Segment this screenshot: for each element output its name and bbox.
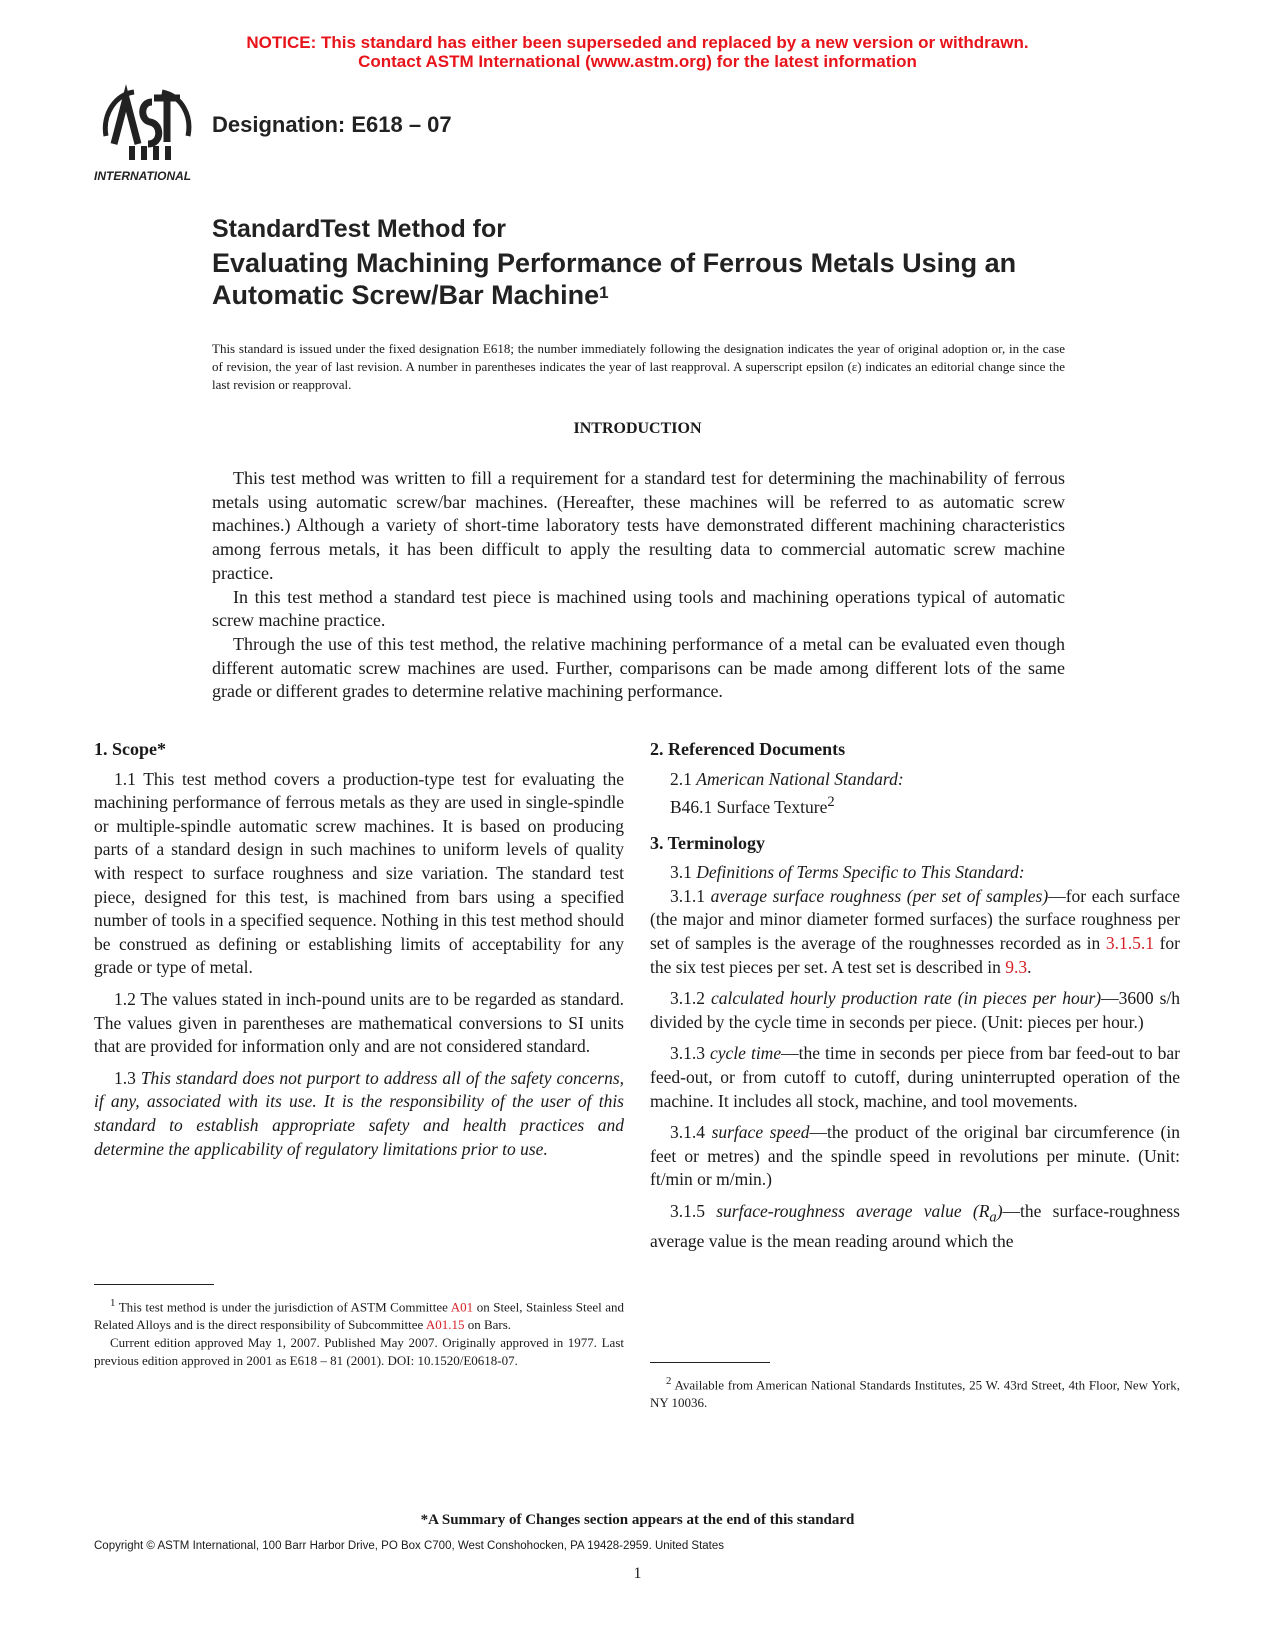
scope-1-3-text: This standard does not purport to address all of the safety concerns, if any, associated with its use. It is the responsibility of the user of this standard to establish appropriate safety and health practices and determine the applicability of regulatory limitations prior to use.	[94, 1067, 625, 1159]
term-3-1-1-term: average surface roughness (per set of samples)	[710, 885, 1049, 906]
term-3-1-5-subscript: a	[989, 1209, 997, 1226]
scope-1-2: 1.2 The values stated in inch-pound units are to be regarded as standard. The values given in parentheses are mathematical conversions to SI units that are provided for information only and are not considered standard.	[94, 988, 624, 1057]
term-3-1-2-term: calculated hourly production rate (in pieces per hour)	[710, 988, 1102, 1009]
term-3-1-1	[650, 885, 1180, 979]
astm-logo	[92, 84, 204, 184]
term-3-1	[650, 861, 1180, 885]
term-3-1-1-end: .	[1027, 956, 1032, 977]
intro-paragraph: Through the use of this test method, the relative machining performance of a metal can be evaluated even though different automatic screw machines are used. Further, comparisons can be made among different lots of the same grade or different grades to determine relative machining performance.	[212, 633, 1065, 702]
referenced-2-1-label: American National Standard:	[696, 768, 904, 789]
footnote-rule-right	[650, 1362, 770, 1363]
referenced-2-1-number: 2.1	[670, 768, 692, 789]
referenced-doc-title: B46.1 Surface Texture	[670, 797, 828, 818]
footnote-1	[94, 1294, 624, 1370]
logo-text: INTERNATIONAL	[94, 169, 192, 183]
summary-of-changes-note: *A Summary of Changes section appears at the end of this standard	[420, 1512, 855, 1528]
footnote-1-mark: 1	[110, 1297, 116, 1309]
term-3-1-5	[650, 1200, 1180, 1254]
term-3-1-4-number: 3.1.4	[670, 1122, 705, 1143]
term-3-1-4-term: surface speed	[711, 1122, 810, 1143]
astm-logo-icon	[92, 84, 204, 184]
term-3-1-3-number: 3.1.3	[670, 1043, 705, 1064]
referenced-heading: 2. Referenced Documents	[650, 739, 846, 759]
referenced-doc	[650, 791, 1180, 819]
link-9-3[interactable]: 9.3	[1005, 956, 1028, 977]
term-3-1-5-number: 3.1.5	[670, 1200, 705, 1221]
term-3-1-label: Definitions of Terms Specific to This Standard:	[696, 862, 1025, 883]
term-3-1-4-text: —the product of the original bar circumference (in feet or metres) and the spindle speed in revolutions per minute. (Unit: ft/min or m/min.)	[650, 1122, 1180, 1190]
intro-paragraph: This test method was written to fill a requirement for a standard test for determining the machinability of ferrous metals using automatic screw/bar machines. (Hereafter, these machines will be referred to as automatic screw machines.) Although a variety of short-time laboratory tests have demonstrated different machining characteristics among ferrous metals, it has been difficult to apply the resulting data to commercial automatic screw machine practice.	[212, 468, 1065, 583]
introduction-body	[212, 467, 1065, 704]
introduction-heading: INTRODUCTION	[573, 420, 702, 437]
term-3-1-2-number: 3.1.2	[670, 988, 705, 1009]
title-main	[212, 247, 1112, 311]
term-3-1-1-number: 3.1.1	[670, 885, 705, 906]
term-3-1-1-text-a: —for each surface (the major and minor diameter formed surfaces) the surface roughness per set of samples is the average of the roughnesses recorded as in	[650, 885, 1180, 953]
term-3-1-3-text: —the time in seconds per piece from bar feed-out to bar feed-out, or from cutoff to cutoff, during uninterrupted operation of the machine. It includes all stock, machine, and tool movements.	[650, 1043, 1181, 1111]
scope-1-1: 1.1 This test method covers a production-type test for evaluating the machining performance of ferrous metals as they are used in single-spindle or multiple-spindle automatic screw machines. It is based on producing parts of a standard design in such machines to uniform levels of quality with respect to surface roughness and size variation. The standard test piece, designed for this test, is machined from bars using a specified number of tools in a specified sequence. Nothing in this test method should be construed as defining or establishing limits of acceptability for any grade or type of metal.	[94, 768, 624, 978]
right-column	[650, 738, 1180, 1254]
scope-heading: 1. Scope*	[94, 739, 166, 759]
footnote-rule	[94, 1284, 214, 1285]
footnote-1-text-b: on Steel, Stainless Steel and Related Alloys and is the direct responsibility of Subcommittee	[94, 1299, 625, 1333]
footnote-2-text: Available from American National Standards Institutes, 25 W. 43rd Street, 4th Floor, New York, NY 10036.	[650, 1377, 1180, 1411]
term-3-1-number: 3.1	[670, 862, 692, 883]
term-3-1-5-close: )	[996, 1200, 1003, 1221]
terminology-heading: 3. Terminology	[650, 832, 766, 853]
designation: Designation: E618 – 07	[212, 112, 452, 137]
term-3-1-5-text: —the surface-roughness average value is the mean reading around which the	[650, 1200, 1180, 1252]
term-3-1-2	[650, 987, 1180, 1034]
term-3-1-3	[650, 1042, 1180, 1113]
term-3-1-1-text-b: for the six test pieces per set. A test set is described in	[650, 932, 1180, 977]
footnote-1-link-a0115[interactable]: A01.15	[425, 1317, 465, 1333]
term-3-1-4	[650, 1121, 1180, 1192]
footnote-1-link-a01[interactable]: A01	[450, 1299, 474, 1315]
left-column	[94, 738, 624, 1161]
intro-paragraph: In this test method a standard test piece is machined using tools and machining operations typical of automatic screw machine practice.	[212, 586, 1065, 631]
referenced-2-1	[650, 768, 1180, 792]
page-number: 1	[633, 1565, 642, 1582]
notice-line-1: NOTICE: This standard has either been superseded and replaced by a new version or withdrawn.	[246, 33, 1029, 52]
link-3-1-5-1[interactable]: 3.1.5.1	[1105, 932, 1154, 953]
scope-1-3	[94, 1067, 624, 1161]
referenced-doc-footnote-mark[interactable]: 2	[827, 794, 835, 811]
footnote-2	[650, 1372, 1180, 1412]
footnote-1-text-a: This test method is under the jurisdiction of ASTM Committee	[118, 1299, 448, 1315]
issued-note: This standard is issued under the fixed designation E618; the number immediately following the designation indicates the year of original adoption or, in the case of revision, the year of last revision. A number in parentheses indicates the year of last reapproval. A superscript epsilon (ε) indicates an editorial change since the last revision or reapproval.	[212, 341, 1065, 392]
notice-line-2: Contact ASTM International (www.astm.org) for the latest information	[358, 52, 917, 71]
title-main-text: Evaluating Machining Performance of Ferrous Metals Using an Automatic Screw/Bar Machine	[212, 248, 1017, 310]
term-3-1-2-text: —3600 s/h divided by the cycle time in seconds per piece. (Unit: pieces per hour.)	[650, 988, 1180, 1032]
footnote-1-edition: Current edition approved May 1, 2007. Published May 2007. Originally approved in 1977. Last previous edition approved in 2001 as E618 – 81 (2001). DOI: 10.1520/E0618-07.	[94, 1335, 624, 1369]
title-footnote-mark[interactable]: 1	[599, 283, 609, 302]
footnote-1-text-c: on Bars.	[467, 1317, 512, 1333]
scope-1-3-number: 1.3	[114, 1067, 136, 1088]
term-3-1-3-term: cycle time	[710, 1043, 782, 1064]
term-3-1-5-term: surface-roughness average value (R	[716, 1200, 990, 1221]
copyright: Copyright © ASTM International, 100 Barr Harbor Drive, PO Box C700, West Conshohocken, PA 19428-2959. United States	[94, 1540, 725, 1552]
title-line-1: StandardTest Method for	[212, 215, 506, 243]
footnote-2-mark: 2	[666, 1375, 672, 1387]
